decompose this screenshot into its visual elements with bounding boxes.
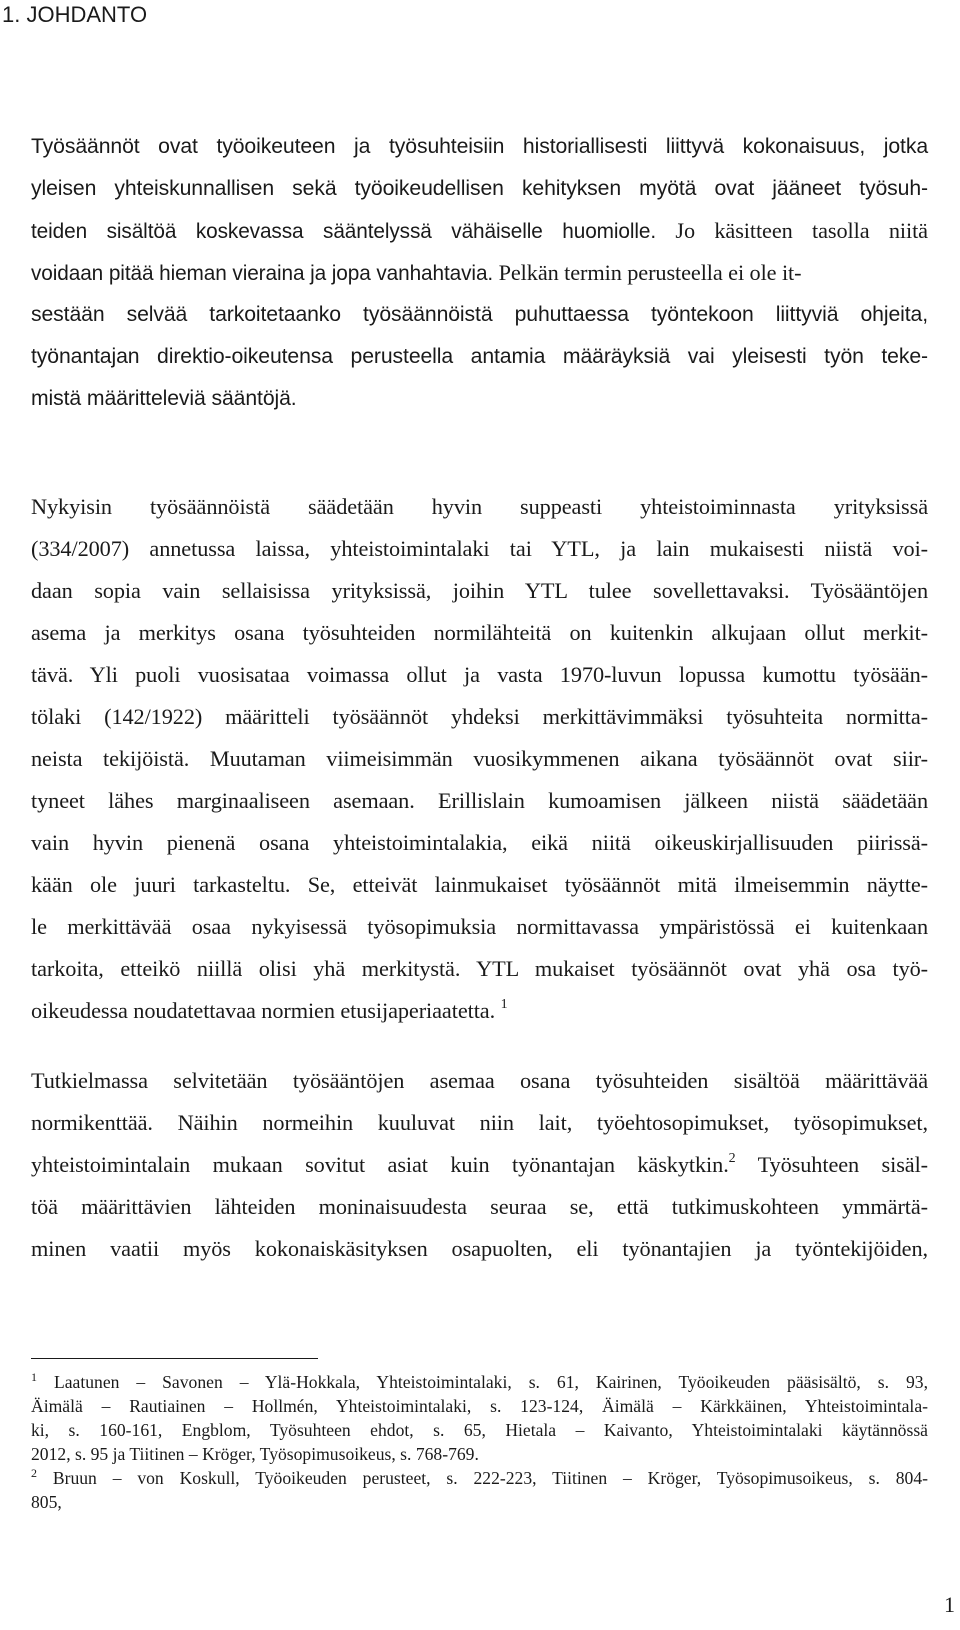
text-line: voidaan pitää hieman vieraina ja jopa vanhahtavia. Pelkän termin perusteella ei ole it- — [31, 260, 802, 285]
footnote-separator — [31, 1358, 318, 1359]
text-line: tyneet lähes marginaaliseen asemaan. Erillislain kumoamisen jälkeen niistä säädetään — [31, 788, 928, 813]
text-line: minen vaatii myös kokonaiskäsityksen osapuolten, eli työnantajien ja työntekijöiden, — [31, 1236, 928, 1261]
footnote-2-marker: 2 — [31, 1466, 37, 1480]
text-line: tarkoita, etteikö niillä olisi yhä merkitystä. YTL mukaiset työsäännöt ovat yhä osa työ- — [31, 956, 928, 981]
text-line: asema ja merkitys osana työsuhteiden normilähteitä on kuitenkin alkujaan ollut merkit- — [31, 620, 928, 645]
chapter-heading: 1. JOHDANTO — [2, 2, 148, 27]
text-line: tävä. Yli puoli vuosisataa voimassa ollut ja vasta 1970-luvun lopussa kumottu työsään- — [31, 662, 928, 687]
paragraph-scope — [31, 1060, 928, 1270]
text-line: neista tekijöistä. Muutaman viimeisimmän vuosikymmenen aikana työsäännöt ovat siir- — [31, 746, 928, 771]
paragraph-history — [31, 486, 928, 1032]
text-line: (334/2007) annetussa laissa, yhteistoimintalaki tai YTL, ja lain mukaisesti niistä voi- — [31, 536, 928, 561]
text-line: kään ole juuri tarkasteltu. Se, etteivät lainmukaiset työsäännöt mitä ilmeisemmin näytte- — [31, 872, 928, 897]
text-line: yleisen yhteiskunnallisen sekä työoikeudellisen kehityksen myötä ovat jääneet työsuh- — [31, 177, 928, 200]
footnote-2-line: 805, — [31, 1492, 62, 1512]
text-line: yhteistoimintalain mukaan sovitut asiat kuin työnantajan käskytkin.$^2$ Työsuhteen sisäl- — [31, 1151, 929, 1177]
text-line: daan sopia vain sellaisissa yrityksissä, joihin YTL tulee sovellettavaksi. Työsääntöjen — [31, 578, 928, 603]
footnote-1-marker: 1 — [31, 1370, 37, 1384]
text-line: mistä määritteleviä sääntöjä. — [31, 387, 297, 410]
footnote-1-line: 2012, s. 95 ja Tiitinen – Kröger, Työsopimusoikeus, s. 768-769. — [31, 1444, 479, 1464]
footnote-reference-2[interactable]: 2 — [728, 1151, 736, 1166]
footnote-1-line: Äimälä – Rautiainen – Hollmén, Yhteistoimintalaki, s. 123-124, Äimälä – Kärkkäinen, Yhteistoimintala- — [31, 1396, 928, 1416]
text-line: sestään selvää tarkoitetaanko työsäännöistä puhuttaessa työntekoon liittyviä ohjeita, — [31, 303, 928, 326]
text-line: Nykyisin työsäännöistä säädetään hyvin suppeasti yhteistoiminnasta yrityksissä — [31, 494, 928, 519]
text-line: vain hyvin pienenä osana yhteistoimintalakia, eikä niitä oikeuskirjallisuuden piirissä- — [31, 830, 928, 855]
text-line: töä määrittävien lähteiden moninaisuudesta seuraa se, että tutkimuskohteen ymmärtä- — [31, 1194, 928, 1219]
footnote-1-line: $^1$ Laatunen – Savonen – Ylä-Hokkala, Yhteistoimintalaki, s. 61, Kairinen, Työoikeuden pääsisältö, s. 93, — [31, 1370, 928, 1392]
footnote-1-line: ki, s. 160-161, Engblom, Työsuhteen ehdot, s. 65, Hietala – Kaivanto, Yhteistoimintalaki käytännössä — [31, 1420, 928, 1440]
text-line: le merkittävää osaa nykyisessä työsopimuksia normittavassa ympäristössä ei kuitenkaan — [31, 914, 928, 939]
text-line: normikenttää. Näihin normeihin kuuluvat niin lait, työehtosopimukset, työsopimukset, — [31, 1110, 928, 1135]
page-number: 1 — [944, 1592, 955, 1617]
text-line: Työsäännöt ovat työoikeuteen ja työsuhteisiin historiallisesti liittyvä kokonaisuus, jotka — [31, 135, 928, 158]
text-line: työnantajan direktio-oikeutensa perusteella antamia määräyksiä vai yleisesti työn teke- — [31, 345, 928, 368]
paragraph-intro — [31, 126, 928, 420]
footnote-2-line: $^2$ Bruun – von Koskull, Työoikeuden perusteet, s. 222-223, Tiitinen – Kröger, Työsopimusoikeus, s. 804- — [31, 1466, 928, 1488]
footnotes — [31, 1370, 928, 1514]
footnote-reference-1[interactable]: 1 — [500, 997, 508, 1012]
text-line: oikeudessa noudatettavaa normien etusijaperiaatetta. $^1$ — [31, 997, 508, 1023]
text-line: tölaki (142/1922) määritteli työsäännöt yhdeksi merkittävimmäksi työsuhteita normitta- — [31, 704, 928, 729]
text-line: Tutkielmassa selvitetään työsääntöjen asemaa osana työsuhteiden sisältöä määrittävää — [31, 1068, 928, 1093]
text-line: teiden sisältöä koskevassa sääntelyssä vähäiselle huomiolle. Jo käsitteen tasolla niitä — [31, 218, 928, 243]
